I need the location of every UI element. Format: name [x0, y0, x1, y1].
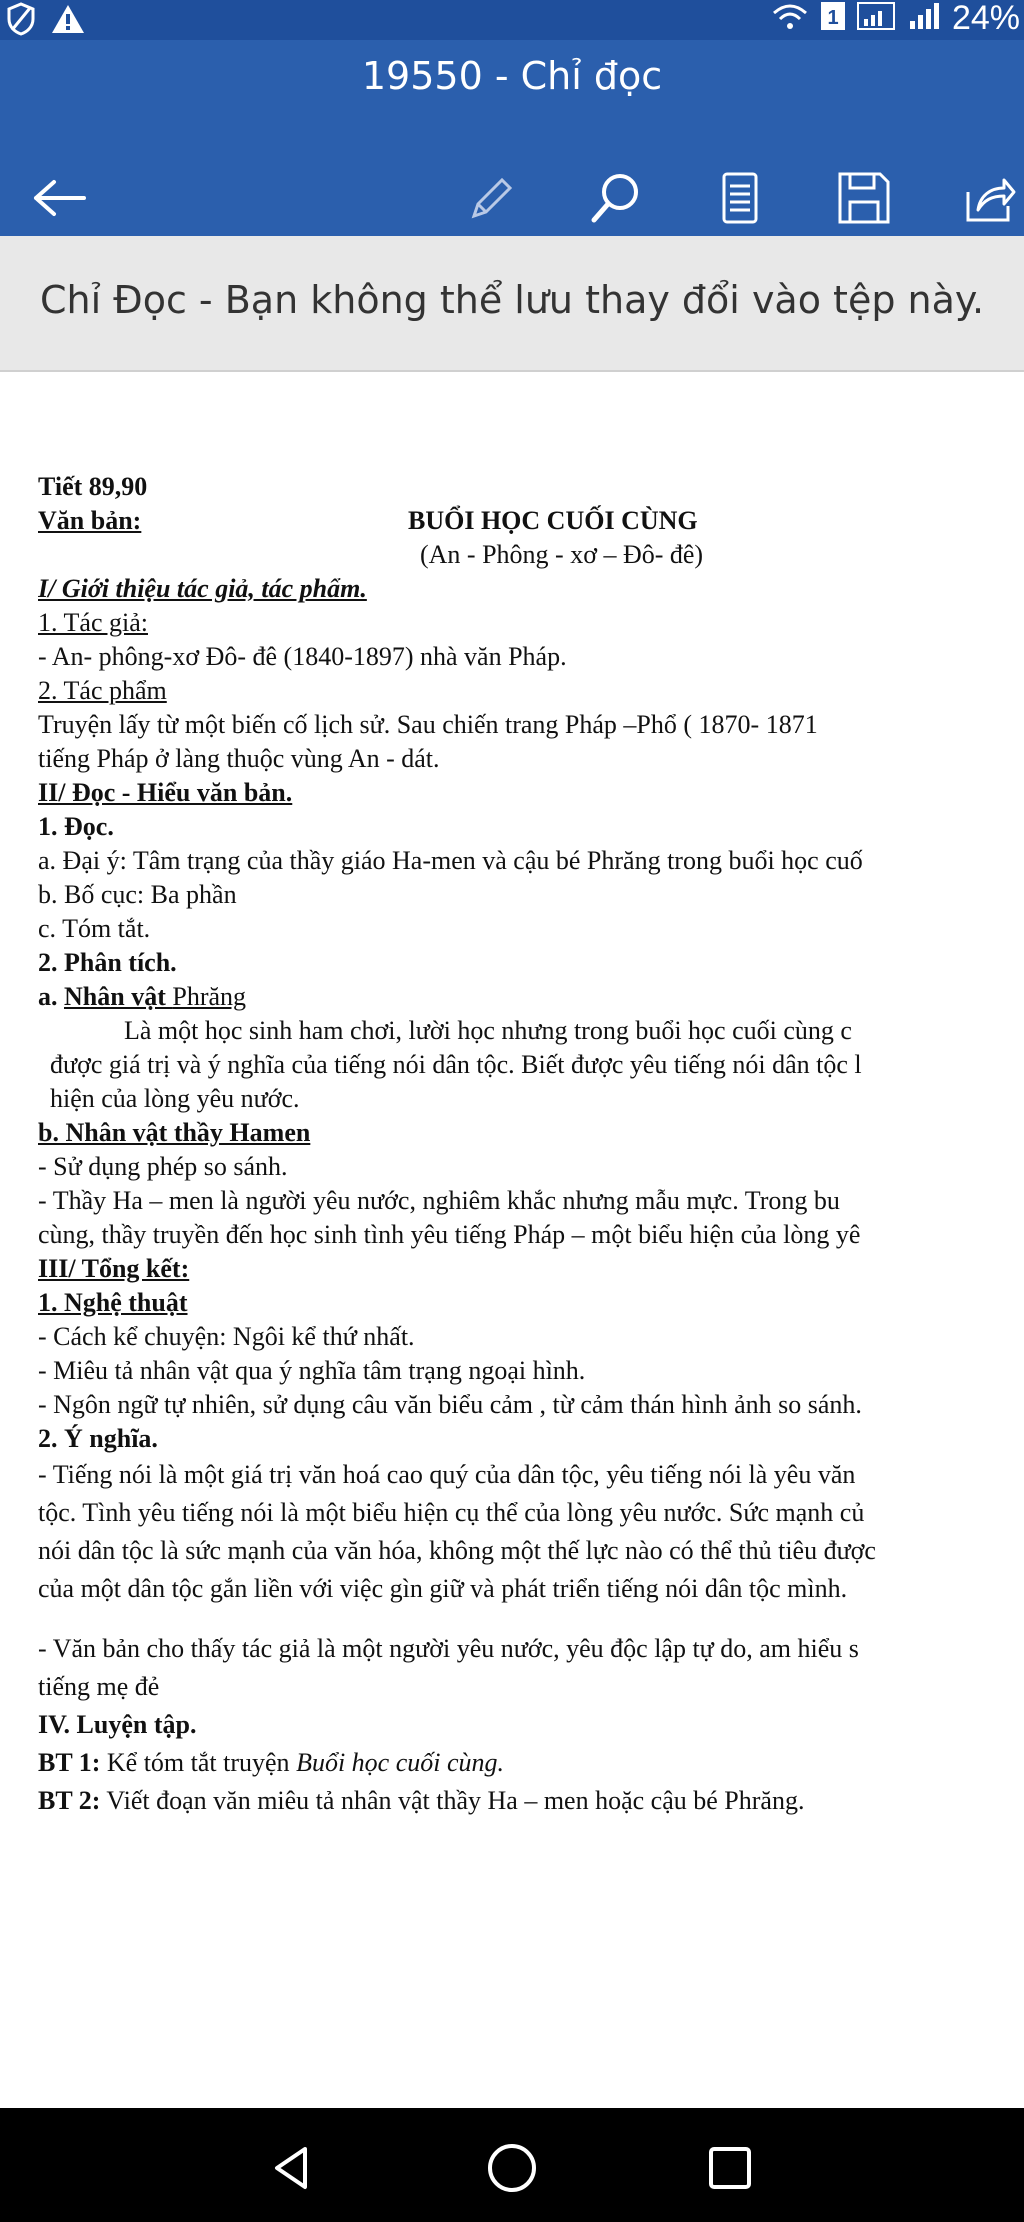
battery-level: 24%	[951, 0, 1020, 37]
phrang-para-3: hiện của lòng yêu nước.	[50, 1084, 300, 1113]
app-bar	[0, 40, 1024, 236]
shield-icon	[6, 2, 36, 41]
back-button[interactable]	[28, 166, 92, 230]
section-4-heading: IV. Luyện tập.	[38, 1710, 197, 1739]
share-icon	[960, 170, 1016, 226]
signal-icon	[856, 1, 898, 36]
document-icon	[720, 170, 760, 226]
exercise-1-label: BT 1:	[38, 1748, 101, 1777]
hamen-point-3: cùng, thầy truyền đến học sinh tình yêu tiếng Pháp – một biểu hiện của lòng yê	[38, 1220, 861, 1249]
meaning-heading: 2. Ý nghĩa.	[38, 1424, 158, 1453]
read-only-message: Chỉ Đọc - Bạn không thể lưu thay đổi vào tệp này.	[40, 278, 985, 322]
search-icon	[588, 170, 644, 226]
hamen-point-1: - Sử dụng phép so sánh.	[38, 1152, 288, 1181]
search-button[interactable]	[584, 166, 648, 230]
hamen-point-2: - Thầy Ha – men là người yêu nước, nghiêm khắc nhưng mẫu mực. Trong bu	[38, 1186, 840, 1215]
square-recents-icon	[705, 2143, 755, 2193]
document-title: 19550 - Chỉ đọc	[361, 54, 663, 98]
lesson-number: Tiết 89,90	[38, 472, 148, 501]
art-heading: 1. Nghệ thuật	[38, 1288, 188, 1317]
exercise-1-text: Kể tóm tắt truyện	[100, 1748, 297, 1777]
main-idea: a. Đại ý: Tâm trạng của thầy giáo Ha-men và cậu bé Phrăng trong buổi học cuố	[38, 846, 863, 875]
work-heading: 2. Tác phẩm	[38, 676, 167, 705]
svg-text:1: 1	[827, 6, 839, 29]
circle-home-icon	[484, 2140, 540, 2196]
section-2-heading: II/ Đọc - Hiểu văn bản.	[38, 778, 293, 807]
work-text-1: Truyện lấy từ một biến cố lịch sử. Sau chiến trang Pháp –Phổ ( 1870- 1871	[38, 710, 818, 739]
text-label: Văn bản:	[38, 506, 142, 535]
reading-view-button[interactable]	[708, 166, 772, 230]
analysis-heading: 2. Phân tích.	[38, 948, 177, 977]
section-3-heading: III/ Tổng kết:	[38, 1254, 190, 1283]
pencil-icon	[466, 172, 518, 224]
exercise-2-text: Viết đoạn văn miêu tả nhân vật thầy Ha – men hoặc cậu bé Phrăng.	[100, 1786, 805, 1815]
character-phrang-heading	[38, 980, 1024, 1014]
meaning-note-1: - Văn bản cho thấy tác giả là một người yêu nước, yêu độc lập tự do, am hiểu s	[38, 1634, 859, 1663]
phrang-para-1: Là một học sinh ham chơi, lười học nhưng trong buổi học cuối cùng c	[124, 1016, 852, 1045]
sim-icon	[820, 1, 846, 36]
back-arrow-icon	[32, 178, 88, 218]
meaning-note-2: tiếng mẹ đẻ	[38, 1672, 160, 1701]
section-1-heading: I/ Giới thiệu tác giả, tác phẩm.	[38, 574, 367, 603]
character-hamen-heading: b. Nhân vật thầy Hamen	[38, 1118, 311, 1147]
nav-recents-button[interactable]	[700, 2138, 760, 2198]
nav-home-button[interactable]	[482, 2138, 542, 2198]
nav-back-button[interactable]	[262, 2138, 322, 2198]
save-button[interactable]	[832, 166, 896, 230]
document-content	[38, 470, 1024, 1820]
read-only-banner	[0, 236, 1024, 372]
warning-icon	[50, 3, 86, 40]
save-icon	[836, 170, 892, 226]
phrang-para-2: được giá trị và ý nghĩa của tiếng nói dân tộc. Biết được yêu tiếng nói dân tộc l	[50, 1050, 862, 1079]
exercise-1	[38, 1744, 1024, 1782]
meaning-para-4: của một dân tộc gắn liền với việc gìn giữ và phát triển tiếng nói dân tộc mình.	[38, 1574, 848, 1603]
structure: b. Bố cục: Ba phần	[38, 880, 237, 909]
character-label: Nhân vật	[64, 982, 173, 1011]
meaning-para-2: tộc. Tình yêu tiếng nói là một biểu hiện cụ thể của lòng yêu nước. Sức mạnh củ	[38, 1498, 865, 1527]
character-name: Phrăng	[172, 982, 247, 1011]
status-bar	[0, 0, 1024, 40]
summary: c. Tóm tắt.	[38, 914, 151, 943]
edit-button[interactable]	[460, 166, 524, 230]
share-button[interactable]	[956, 166, 1020, 230]
triangle-back-icon	[267, 2143, 317, 2193]
signal-icon-2	[908, 1, 942, 36]
navigation-bar	[0, 2108, 1024, 2222]
art-point-1: - Cách kể chuyện: Ngôi kể thứ nhất.	[38, 1322, 415, 1351]
art-point-2: - Miêu tả nhân vật qua ý nghĩa tâm trạng ngoại hình.	[38, 1356, 586, 1385]
story-title: BUỔI HỌC CUỐI CÙNG	[408, 506, 698, 535]
author-heading: 1. Tác giả:	[38, 608, 148, 637]
prefix-a: a.	[38, 982, 64, 1011]
work-text-2: tiếng Pháp ở làng thuộc vùng An - dát.	[38, 744, 440, 773]
meaning-para-1: - Tiếng nói là một giá trị văn hoá cao quý của dân tộc, yêu tiếng nói là yêu văn	[38, 1460, 856, 1489]
meaning-para-3: nói dân tộc là sức mạnh của văn hóa, không một thế lực nào có thể thủ tiêu được	[38, 1536, 876, 1565]
art-point-3: - Ngôn ngữ tự nhiên, sử dụng câu văn biểu cảm , từ cảm thán hình ảnh so sánh.	[38, 1390, 862, 1419]
author-line: (An - Phông - xơ – Đô- đê)	[420, 540, 704, 569]
reading-heading: 1. Đọc.	[38, 812, 114, 841]
exercise-2	[38, 1782, 1024, 1820]
title-row	[38, 504, 1024, 538]
exercise-1-title: Buổi học cuối cùng.	[296, 1748, 505, 1777]
wifi-icon	[770, 1, 810, 36]
exercise-2-label: BT 2:	[38, 1786, 101, 1815]
author-text: - An- phông-xơ Đô- đê (1840-1897) nhà văn Pháp.	[38, 642, 567, 671]
